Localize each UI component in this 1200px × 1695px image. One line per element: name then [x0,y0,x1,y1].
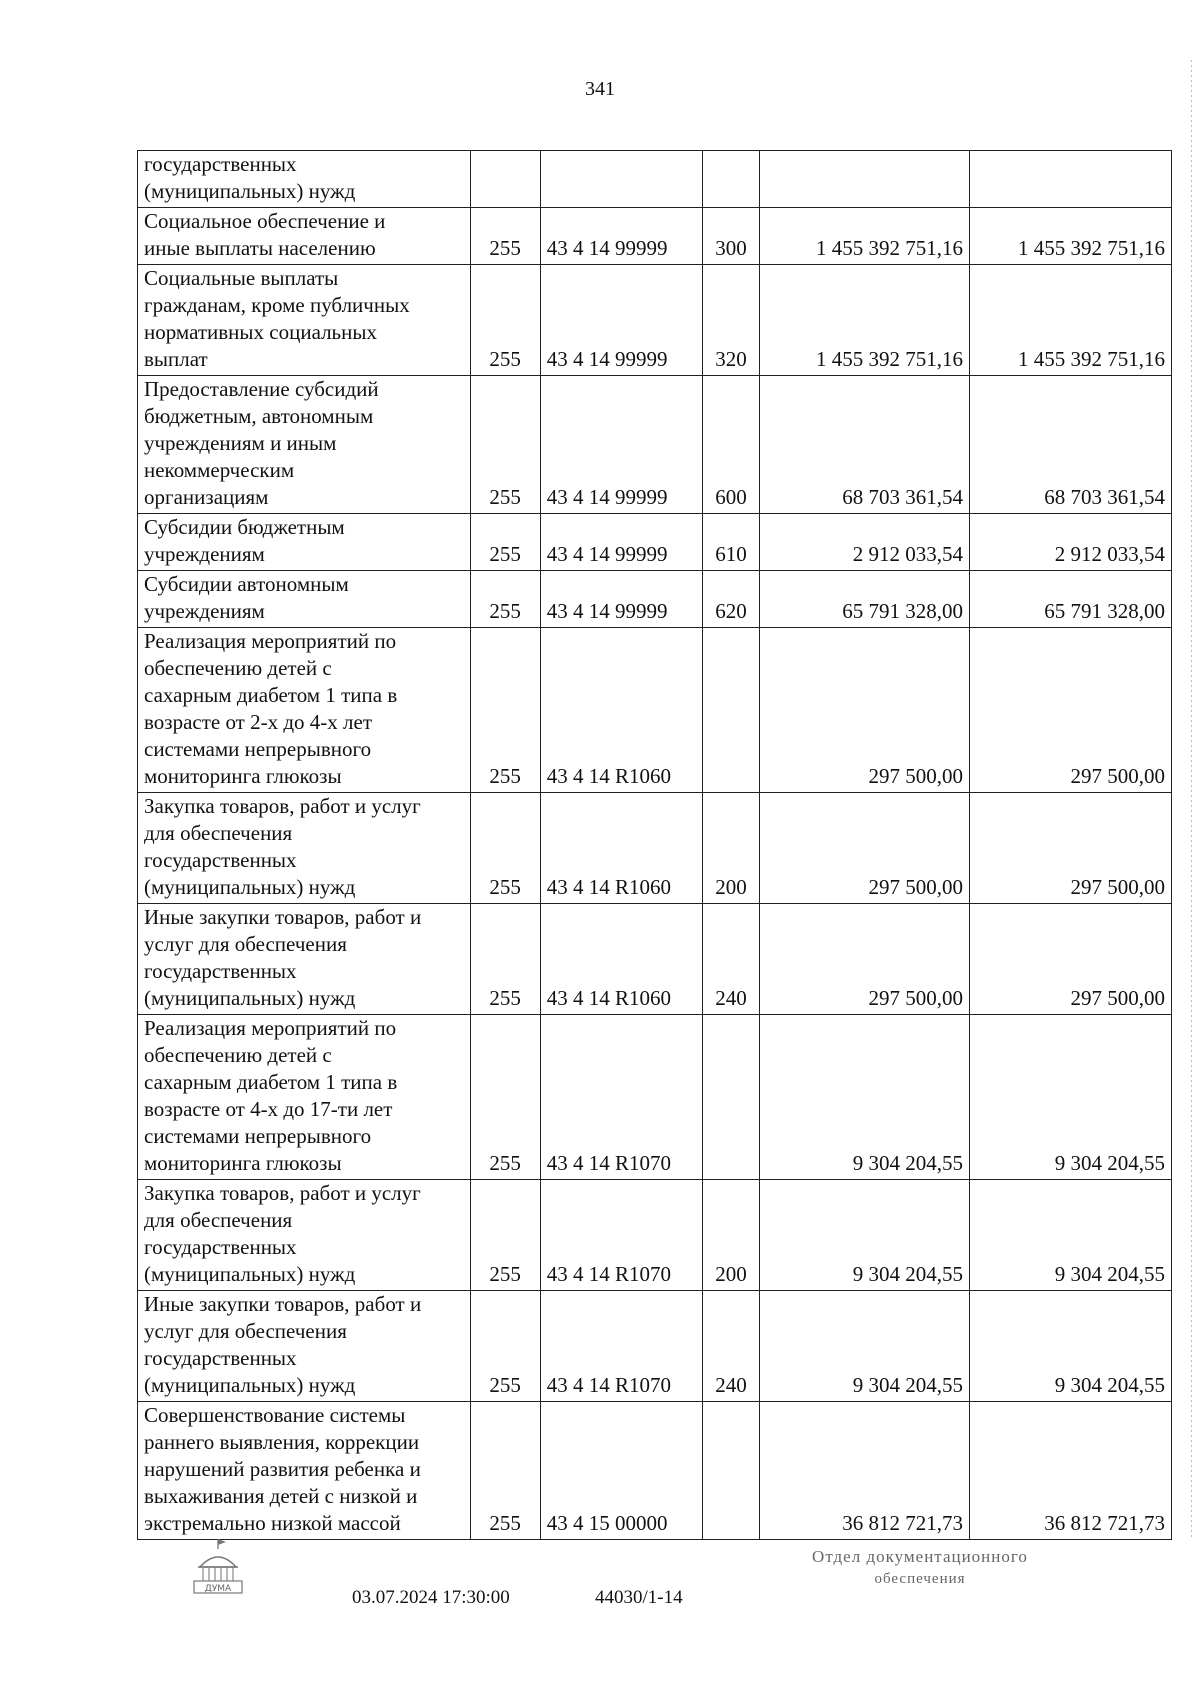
cell-code-text: 255 [489,542,521,566]
cell-code [470,514,540,571]
cell-code [470,265,540,376]
cell-sum-1 [759,151,969,208]
cell-sum-2 [970,1015,1172,1180]
cell-sum-2 [970,1402,1172,1540]
cell-type-text: 300 [715,236,747,260]
cell-code-text: 255 [489,1511,521,1535]
cell-name-text: Совершенствование системы раннего выявления, коррекции нарушений развития ребенка и выхаживания детей с низкой и экстремально низкой массой [144,1403,421,1535]
cell-type [703,904,759,1015]
cell-name [138,208,471,265]
cell-sum-1-text: 36 812 721,73 [842,1511,964,1535]
table-row [138,571,1172,628]
cell-name [138,151,471,208]
cell-sum-2 [970,571,1172,628]
cell-name [138,571,471,628]
cell-article-text: 43 4 14 R1070 [546,1262,671,1286]
cell-article-text: 43 4 14 R1070 [546,1151,671,1175]
cell-type [703,1291,759,1402]
cell-code [470,376,540,514]
cell-sum-2-text: 1 455 392 751,16 [1018,236,1165,260]
cell-name-text: Иные закупки товаров, работ и услуг для обеспечения государственных (муниципальных) нужд [144,1292,422,1397]
cell-article-text: 43 4 14 99999 [546,347,668,371]
cell-sum-1 [759,904,969,1015]
table-row [138,793,1172,904]
cell-sum-1 [759,571,969,628]
cell-sum-1 [759,793,969,904]
cell-name-text: Закупка товаров, работ и услуг для обеспечения государственных (муниципальных) нужд [144,1181,421,1286]
cell-sum-1-text: 2 912 033,54 [852,542,964,566]
cell-sum-2-text: 297 500,00 [1070,986,1165,1010]
cell-sum-2-text: 68 703 361,54 [1044,485,1165,509]
cell-type-text: 200 [715,875,747,899]
cell-code-text: 255 [489,875,521,899]
cell-type-text: 620 [715,599,747,623]
cell-name [138,1015,471,1180]
cell-article-text: 43 4 14 R1060 [546,764,671,788]
cell-sum-1-text: 9 304 204,55 [852,1151,964,1175]
cell-sum-1 [759,1402,969,1540]
cell-sum-1 [759,265,969,376]
cell-name-text: Субсидии автономным учреждениям [144,572,349,623]
cell-sum-1 [759,1015,969,1180]
table-row [138,628,1172,793]
cell-article-text: 43 4 14 99999 [546,599,668,623]
cell-article [540,376,703,514]
cell-name-text: Реализация мероприятий по обеспечению детей с сахарным диабетом 1 типа в возрасте от 4-х до 17-ти лет системами непрерывного мониторинга глюкозы [144,1016,398,1175]
stamp-line-1: Отдел документационного [812,1547,1028,1566]
cell-name [138,1180,471,1291]
cell-article [540,1291,703,1402]
cell-name [138,628,471,793]
cell-sum-1-text: 9 304 204,55 [852,1262,964,1286]
cell-sum-2 [970,151,1172,208]
cell-article [540,1180,703,1291]
cell-sum-1-text: 68 703 361,54 [842,485,964,509]
page-number: 341 [585,78,615,100]
stamp-line-2: обеспечения [874,1571,966,1587]
cell-name-text: Субсидии бюджетным учреждениям [144,515,345,566]
cell-sum-1-text: 297 500,00 [868,875,964,899]
cell-name-text: Социальные выплаты гражданам, кроме публичных нормативных социальных выплат [144,266,410,371]
cell-type [703,376,759,514]
cell-sum-2 [970,208,1172,265]
cell-sum-2-text: 1 455 392 751,16 [1018,347,1165,371]
cell-type [703,1402,759,1540]
budget-table [137,150,1172,1540]
cell-sum-1-text: 9 304 204,55 [852,1373,964,1397]
table-row [138,1015,1172,1180]
table-row [138,514,1172,571]
cell-sum-1 [759,376,969,514]
table-row [138,265,1172,376]
cell-name-text: Реализация мероприятий по обеспечению детей с сахарным диабетом 1 типа в возрасте от 2-х до 4-х лет системами непрерывного мониторинга глюкозы [144,629,398,788]
duma-logo-icon [188,1537,248,1599]
cell-name [138,265,471,376]
table-row [138,1402,1172,1540]
cell-article [540,151,703,208]
cell-code-text: 255 [489,764,521,788]
cell-sum-2 [970,1180,1172,1291]
cell-sum-1-text: 65 791 328,00 [842,599,964,623]
cell-sum-2 [970,514,1172,571]
cell-type [703,151,759,208]
cell-name-text: Закупка товаров, работ и услуг для обеспечения государственных (муниципальных) нужд [144,794,421,899]
cell-sum-1 [759,1291,969,1402]
cell-type-text: 320 [715,347,747,371]
cell-code [470,793,540,904]
cell-code-text: 255 [489,347,521,371]
cell-type-text: 200 [715,1262,747,1286]
cell-sum-1 [759,208,969,265]
cell-name [138,1291,471,1402]
cell-type [703,208,759,265]
cell-sum-2 [970,1291,1172,1402]
cell-code [470,151,540,208]
svg-text:ДУМА: ДУМА [204,1584,232,1594]
cell-article-text: 43 4 14 R1070 [546,1373,671,1397]
cell-code [470,208,540,265]
cell-code-text: 255 [489,236,521,260]
cell-article [540,571,703,628]
cell-sum-2 [970,265,1172,376]
cell-code [470,904,540,1015]
cell-sum-2 [970,628,1172,793]
cell-type-text: 610 [715,542,747,566]
cell-name [138,793,471,904]
cell-name-text: Иные закупки товаров, работ и услуг для обеспечения государственных (муниципальных) нужд [144,905,422,1010]
cell-name [138,1402,471,1540]
cell-sum-2-text: 297 500,00 [1070,875,1165,899]
cell-type [703,265,759,376]
cell-article [540,208,703,265]
cell-code [470,1015,540,1180]
cell-type-text: 600 [715,485,747,509]
cell-type-text: 240 [715,1373,747,1397]
cell-type [703,1180,759,1291]
cell-sum-2-text: 9 304 204,55 [1054,1151,1165,1175]
cell-article [540,265,703,376]
cell-type [703,1015,759,1180]
cell-name [138,904,471,1015]
cell-article [540,628,703,793]
cell-sum-2-text: 297 500,00 [1070,764,1165,788]
cell-article [540,1015,703,1180]
cell-code-text: 255 [489,599,521,623]
cell-sum-1 [759,1180,969,1291]
cell-sum-1-text: 1 455 392 751,16 [816,347,964,371]
cell-sum-1-text: 1 455 392 751,16 [816,236,964,260]
cell-sum-2 [970,376,1172,514]
table-row [138,151,1172,208]
cell-code [470,1402,540,1540]
cell-article [540,793,703,904]
cell-name [138,514,471,571]
cell-code-text: 255 [489,1373,521,1397]
cell-type [703,628,759,793]
cell-sum-2-text: 9 304 204,55 [1054,1373,1165,1397]
table-row [138,1180,1172,1291]
cell-sum-2 [970,904,1172,1015]
cell-code [470,571,540,628]
cell-sum-1-text: 297 500,00 [868,986,964,1010]
budget-table-body [138,151,1172,1540]
cell-article [540,1402,703,1540]
cell-name-text: государственных (муниципальных) нужд [144,152,356,203]
cell-article-text: 43 4 14 R1060 [546,875,671,899]
cell-article-text: 43 4 14 99999 [546,485,668,509]
cell-sum-2-text: 36 812 721,73 [1044,1511,1165,1535]
cell-article-text: 43 4 14 R1060 [546,986,671,1010]
cell-type [703,514,759,571]
cell-code-text: 255 [489,485,521,509]
cell-sum-2-text: 2 912 033,54 [1054,542,1165,566]
cell-sum-2-text: 9 304 204,55 [1054,1262,1165,1286]
cell-code-text: 255 [489,1262,521,1286]
cell-sum-1-text: 297 500,00 [868,764,964,788]
footer-datetime: 03.07.2024 17:30:00 [352,1587,510,1608]
cell-article [540,904,703,1015]
table-row [138,208,1172,265]
cell-code-text: 255 [489,986,521,1010]
cell-type [703,793,759,904]
cell-name-text: Предоставление субсидий бюджетным, автономным учреждениям и иным некоммерческим организациям [144,377,379,509]
cell-sum-1 [759,514,969,571]
cell-sum-2-text: 65 791 328,00 [1044,599,1165,623]
cell-type-text: 240 [715,986,747,1010]
table-row [138,904,1172,1015]
cell-sum-1 [759,628,969,793]
cell-sum-2 [970,793,1172,904]
cell-article-text: 43 4 15 00000 [546,1511,668,1535]
cell-code [470,1291,540,1402]
cell-code [470,628,540,793]
cell-code-text: 255 [489,1151,521,1175]
cell-article-text: 43 4 14 99999 [546,542,668,566]
cell-name [138,376,471,514]
scan-edge-mark [1190,60,1193,1540]
cell-article-text: 43 4 14 99999 [546,236,668,260]
footer-doc-number: 44030/1-14 [595,1587,683,1608]
cell-article [540,514,703,571]
cell-type [703,571,759,628]
table-row [138,1291,1172,1402]
table-row [138,376,1172,514]
cell-code [470,1180,540,1291]
cell-name-text: Социальное обеспечение и иные выплаты населению [144,209,386,260]
